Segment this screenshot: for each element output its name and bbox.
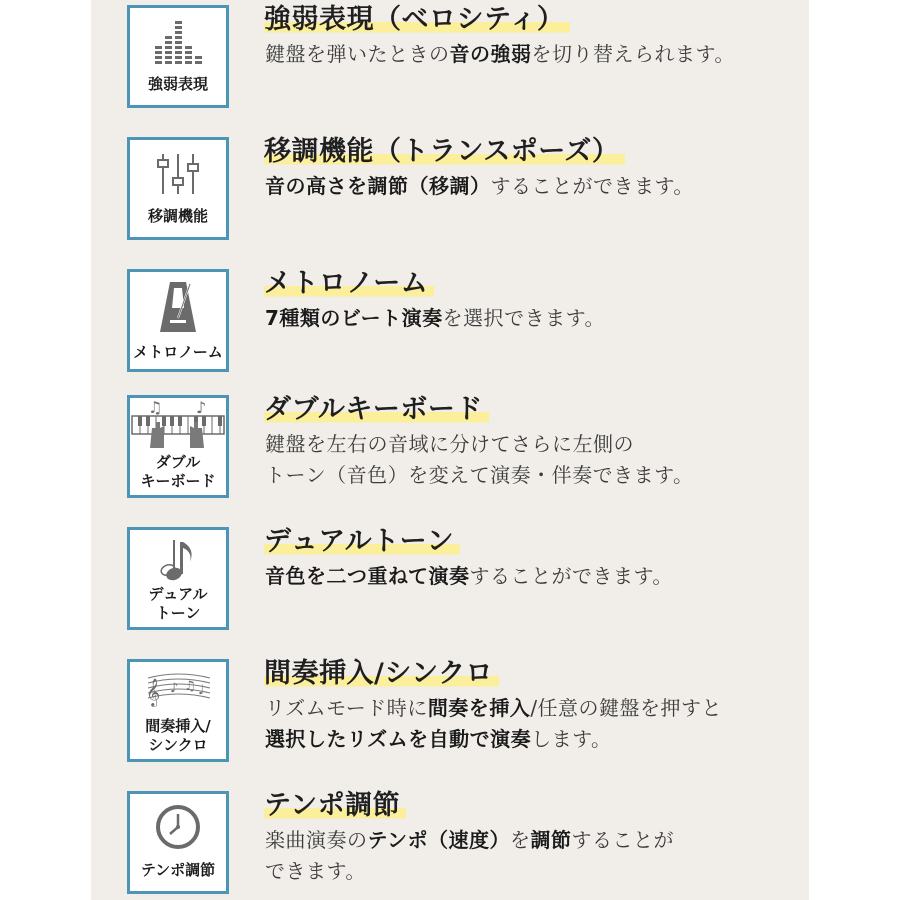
description-text: することができます。: [490, 174, 694, 198]
feature-dual-tone: [127, 522, 807, 632]
music-staff-icon: [130, 662, 226, 714]
description-line: [265, 724, 722, 755]
feature-description: [265, 39, 735, 70]
description-line: [265, 39, 735, 70]
feature-icon-box: [127, 659, 229, 762]
feature-description: [265, 429, 694, 491]
svg-text:𝄞: 𝄞: [146, 678, 161, 706]
feature-title: 間奏挿入/シンクロ: [264, 656, 499, 692]
feature-title: 強弱表現（ベロシティ）: [264, 2, 570, 38]
description-emphasis: 調節: [530, 828, 572, 852]
description-emphasis: 音の高さを調節（移調）: [265, 174, 491, 198]
description-line: [265, 825, 674, 856]
svg-text:♫: ♫: [148, 398, 163, 417]
metronome-icon: [130, 272, 226, 338]
description-line: [265, 693, 722, 724]
description-text: します。: [531, 727, 612, 751]
description-text: できます。: [265, 859, 366, 883]
description-line: [265, 171, 694, 202]
feature-icon-box: [127, 791, 229, 894]
feature-title: ダブルキーボード: [264, 392, 489, 428]
icon-label: デュアル トーン: [148, 585, 208, 622]
slider-controls-icon: [130, 140, 226, 202]
feature-description: [265, 561, 673, 592]
music-note-icon: [130, 530, 226, 586]
description-emphasis: 選択したリズムを自動で演奏: [265, 727, 532, 751]
description-text: 鍵盤を左右の音域に分けてさらに左側の: [265, 432, 634, 456]
description-text: を選択できます。: [442, 306, 606, 330]
description-text: することができます。: [469, 564, 673, 588]
feature-icon-box: [127, 137, 229, 240]
feature-description: [265, 171, 694, 202]
clock-icon: [130, 794, 226, 854]
feature-metronome: [127, 264, 807, 374]
feature-tempo: [127, 786, 807, 896]
svg-text:♩: ♩: [198, 683, 205, 698]
description-text: トーン（音色）を変えて演奏・伴奏できます。: [265, 463, 694, 487]
feature-title: テンポ調節: [264, 788, 406, 824]
description-text: 楽曲演奏の: [265, 828, 368, 852]
feature-title: メトロノーム: [264, 266, 434, 302]
icon-label: 間奏挿入/ シンクロ: [145, 717, 211, 754]
description-text: リズムモード時に: [265, 696, 428, 720]
feature-velocity: [127, 0, 807, 110]
icon-label: ダブル キーボード: [140, 453, 216, 490]
feature-title: 移調機能（トランスポーズ）: [264, 134, 625, 170]
description-text: を切り替えられます。: [531, 42, 735, 66]
description-text: 鍵盤を弾いたときの: [265, 42, 450, 66]
feature-transpose: [127, 132, 807, 242]
icon-label: テンポ調節: [140, 861, 216, 879]
feature-icon-box: [127, 395, 229, 498]
description-line: [265, 429, 694, 460]
feature-title: デュアルトーン: [264, 524, 460, 560]
description-emphasis: 音の強弱: [449, 42, 532, 66]
svg-text:♪: ♪: [196, 398, 207, 417]
feature-description: [265, 693, 722, 755]
feature-icon-box: [127, 269, 229, 372]
icon-label: 強弱表現: [147, 75, 208, 93]
feature-description: [265, 303, 605, 334]
description-line: [265, 856, 674, 887]
hands-on-keyboard-icon: [130, 398, 226, 450]
equalizer-bars-icon: [130, 8, 226, 68]
description-line: [265, 561, 673, 592]
description-text: /任意の鍵盤を押すと: [530, 696, 723, 720]
svg-text:♪: ♪: [170, 681, 179, 696]
svg-text:♫: ♫: [184, 679, 196, 694]
feature-icon-box: [127, 527, 229, 630]
description-text: することが: [571, 828, 674, 852]
feature-description: [265, 825, 674, 887]
description-emphasis: テンポ（速度）: [367, 828, 510, 852]
description-line: [265, 303, 605, 334]
description-text: を: [510, 828, 531, 852]
description-emphasis: 7種類のビート演奏: [265, 306, 443, 330]
description-emphasis: 間奏を挿入: [427, 696, 531, 720]
feature-icon-box: [127, 5, 229, 108]
description-emphasis: 音色を二つ重ねて演奏: [265, 564, 470, 588]
description-line: [265, 460, 694, 491]
icon-label: メトロノーム: [133, 343, 223, 361]
feature-double-keyboard: [127, 390, 807, 500]
icon-label: 移調機能: [147, 207, 208, 225]
feature-intro-sync: [127, 654, 807, 764]
